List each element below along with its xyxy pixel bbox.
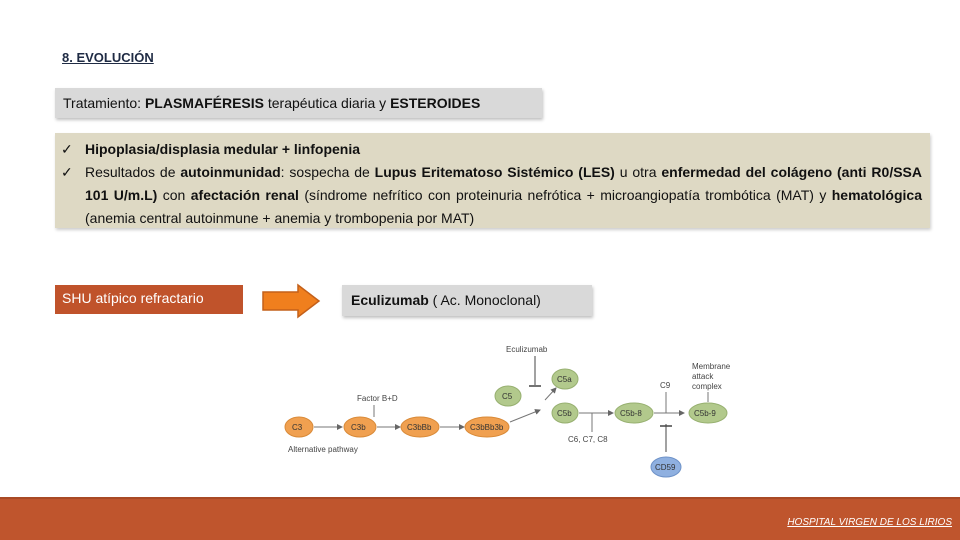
mac-label-1: Membrane bbox=[692, 362, 731, 371]
eculizumab-bold: Eculizumab bbox=[351, 292, 429, 308]
shu-label-box: SHU atípico refractario bbox=[55, 285, 243, 314]
factor-label: Factor B+D bbox=[357, 394, 398, 403]
findings-box bbox=[55, 133, 930, 228]
finding-text: con bbox=[157, 187, 191, 203]
eculizumab-box bbox=[342, 285, 592, 316]
mac-label-2: attack bbox=[692, 372, 714, 381]
diagram-eculizumab-label: Eculizumab bbox=[506, 345, 548, 354]
node-cd59-label: CD59 bbox=[655, 463, 676, 472]
node-c3b-label: C3b bbox=[351, 423, 366, 432]
treatment-box bbox=[55, 88, 542, 118]
finding-bold: hematológica bbox=[831, 187, 922, 203]
finding-text: u otra bbox=[614, 164, 662, 180]
finding-bold: afectación renal bbox=[190, 187, 299, 203]
c6c7c8-label: C6, C7, C8 bbox=[568, 435, 608, 444]
finding-bold: Lupus Eritematoso Sistémico (LES) bbox=[374, 164, 615, 180]
treatment-middle: terapéutica diaria y bbox=[263, 95, 391, 111]
finding-item-marrow bbox=[61, 138, 922, 161]
finding-bold: (anti R0/SSA 101 U/m.L) bbox=[85, 164, 922, 203]
node-c5b8-label: C5b-8 bbox=[620, 409, 642, 418]
treatment-steroids: ESTEROIDES bbox=[390, 95, 481, 111]
c9-label: C9 bbox=[660, 381, 671, 390]
finding-text: (síndrome nefrítico con proteinuria nefrótica + microangiopatía trombótica (MAT) y bbox=[298, 187, 832, 203]
finding-text: Resultados de bbox=[85, 164, 181, 180]
finding-text: (anemia central autoinmune + anemia y trombopenia por MAT) bbox=[85, 210, 475, 226]
footer-divider bbox=[0, 497, 960, 499]
treatment-prefix: Tratamiento: bbox=[63, 95, 145, 111]
node-c3-label: C3 bbox=[292, 423, 303, 432]
finding-item-autoimmunity bbox=[61, 161, 922, 230]
finding-marrow-text: Hipoplasia/displasia medular + linfopenia bbox=[85, 141, 361, 157]
treatment-plasmapheresis: PLASMAFÉRESIS bbox=[144, 95, 264, 111]
node-c5a-label: C5a bbox=[557, 375, 572, 384]
finding-text: : sospecha de bbox=[280, 164, 375, 180]
right-arrow-icon bbox=[262, 283, 322, 319]
footer-hospital-name: HOSPITAL VIRGEN DE LOS LIRIOS bbox=[787, 517, 952, 528]
node-c5b-label: C5b bbox=[557, 409, 572, 418]
eculizumab-rest: ( Ac. Monoclonal) bbox=[428, 292, 541, 308]
finding-bold: autoinmunidad bbox=[180, 164, 281, 180]
finding-bold: enfermedad del colágeno bbox=[661, 164, 833, 180]
node-c5-label: C5 bbox=[502, 392, 513, 401]
node-c3bbb3b-label: C3bBb3b bbox=[470, 423, 504, 432]
node-c5b9-label: C5b-9 bbox=[694, 409, 716, 418]
check-icon: ✓ bbox=[61, 141, 73, 157]
node-c3bbb-label: C3bBb bbox=[407, 423, 432, 432]
mac-label-3: complex bbox=[692, 382, 722, 391]
check-icon: ✓ bbox=[61, 164, 73, 180]
complement-pathway-diagram bbox=[280, 340, 760, 480]
alt-pathway-label: Alternative pathway bbox=[288, 445, 358, 454]
slide-title: 8. EVOLUCIÓN bbox=[62, 50, 154, 65]
